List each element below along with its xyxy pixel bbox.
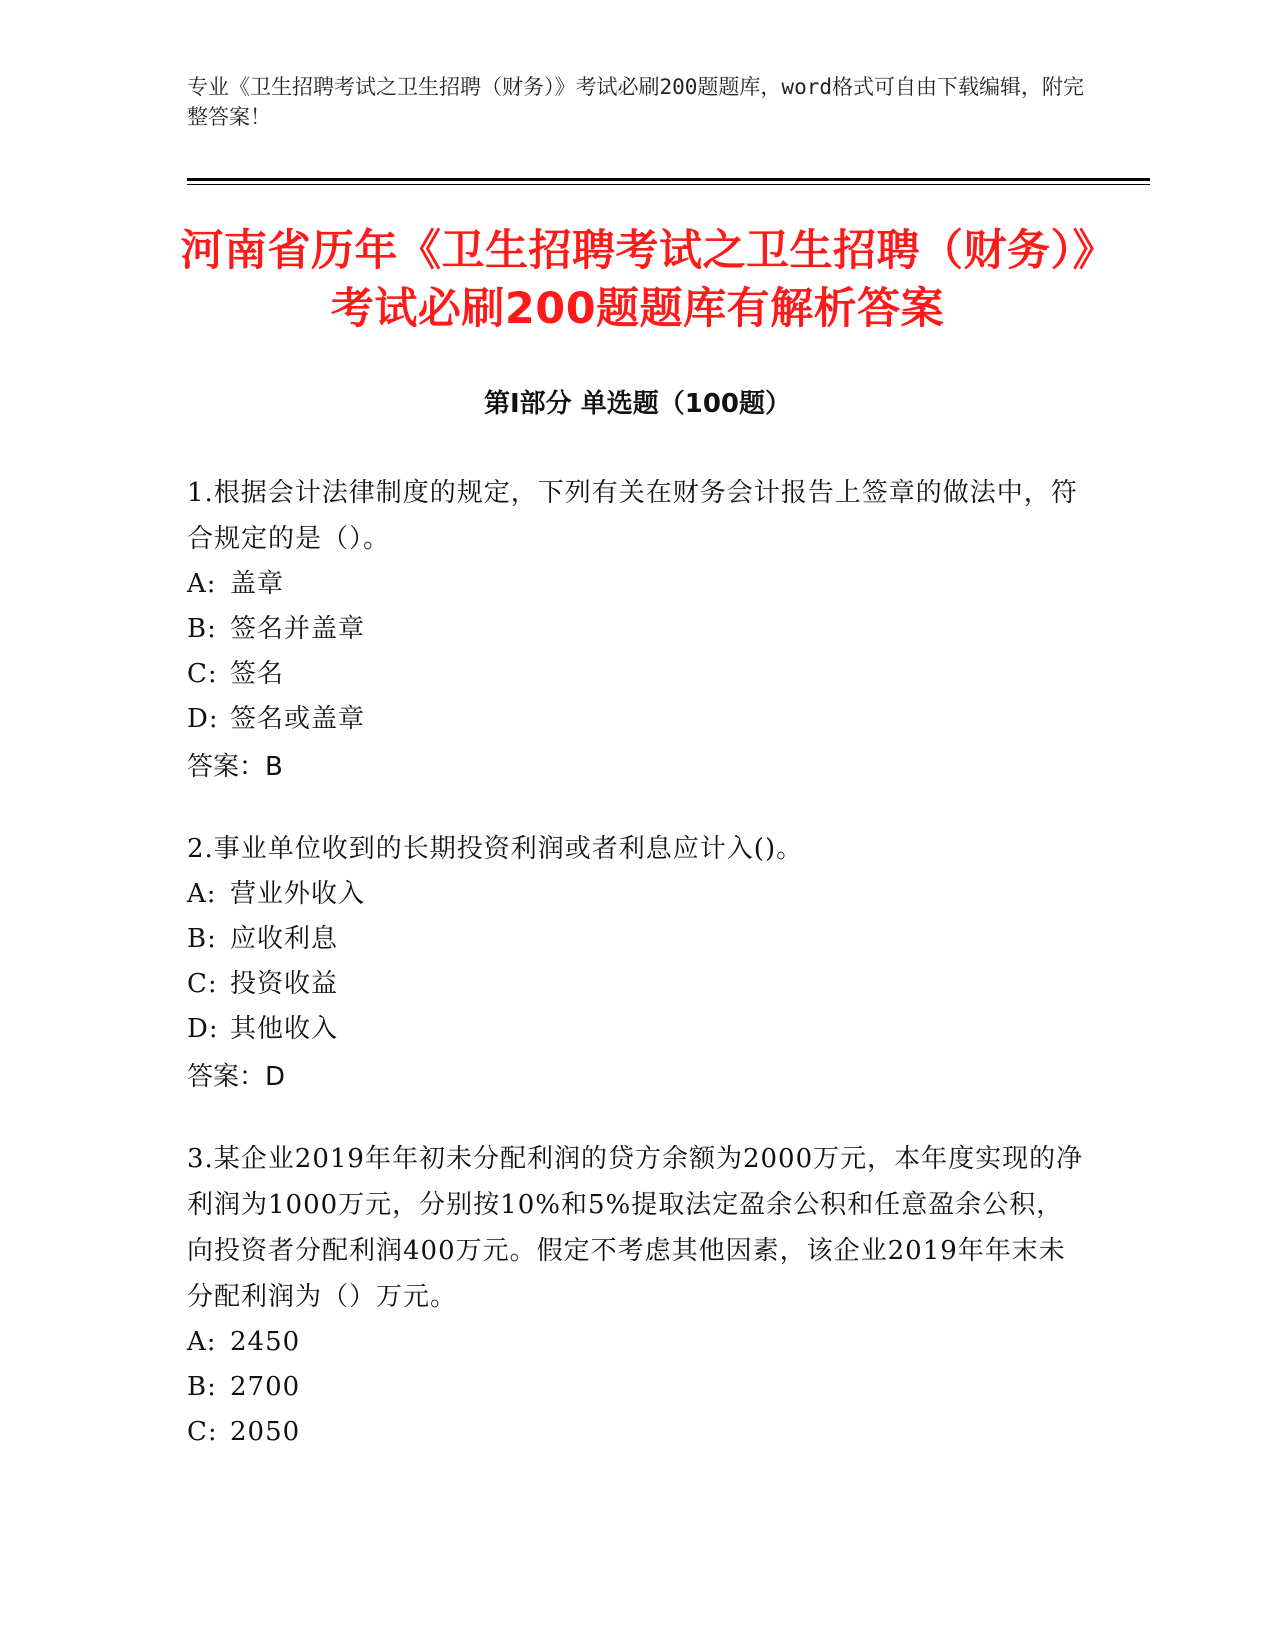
option-key: C: [187, 969, 218, 999]
option-key: B: [187, 1372, 217, 1402]
header-note: 专业《卫生招聘考试之卫生招聘（财务）》考试必刷200题题库，word格式可自由下载编辑，附完整答案！ [187, 75, 1084, 129]
option-c [187, 652, 1087, 697]
option-key: D: [187, 704, 219, 734]
option-text: 签名 [230, 659, 285, 689]
option-a [187, 562, 1087, 607]
option-c [187, 962, 1087, 1007]
answer-line: 答案：B [187, 752, 283, 782]
document-title: 河南省历年《卫生招聘考试之卫生招聘（财务）》考试必刷200题题库有解析答案 [180, 226, 1095, 334]
option-text: 其他收入 [230, 1014, 339, 1044]
option-text: 盖章 [230, 569, 285, 599]
answer-line: 答案：D [187, 1062, 286, 1092]
option-a [187, 872, 1087, 917]
option-b [187, 1365, 1087, 1410]
option-text: 签名并盖章 [230, 614, 366, 644]
option-text: 2700 [230, 1372, 301, 1402]
option-d [187, 1007, 1087, 1052]
option-key: C: [187, 659, 218, 689]
option-b [187, 607, 1087, 652]
option-key: B: [187, 924, 217, 954]
option-key: B: [187, 614, 217, 644]
header-rule-thin [187, 184, 1150, 185]
question-list [187, 470, 1087, 1491]
option-text: 2450 [230, 1327, 301, 1357]
option-a [187, 1320, 1087, 1365]
option-key: A: [187, 1327, 217, 1357]
question-1 [187, 470, 1087, 790]
option-d [187, 697, 1087, 742]
option-key: D: [187, 1014, 219, 1044]
question-stem: 3.某企业2019年年初未分配利润的贷方余额为2000万元，本年度实现的净利润为1000万元，分别按10%和5%提取法定盈余公积和任意盈余公积，向投资者分配利润400万元。假定不考虑其他因素，该企业2019年年末未分配利润为（）万元。 [187, 1144, 1084, 1312]
option-key: A: [187, 879, 217, 909]
option-text: 2050 [230, 1417, 301, 1447]
question-3 [187, 1136, 1087, 1455]
option-b [187, 917, 1087, 962]
option-text: 应收利息 [230, 924, 339, 954]
option-key: C: [187, 1417, 218, 1447]
option-text: 签名或盖章 [230, 704, 366, 734]
question-stem: 1.根据会计法律制度的规定，下列有关在财务会计报告上签章的做法中，符合规定的是（）。 [187, 478, 1078, 554]
header-rule-thick [187, 178, 1150, 181]
question-2 [187, 826, 1087, 1100]
question-stem: 2.事业单位收到的长期投资利润或者利息应计入()。 [187, 834, 804, 864]
option-text: 营业外收入 [230, 879, 366, 909]
section-heading: 第Ⅰ部分 单选题（100题） [484, 389, 791, 419]
option-key: A: [187, 569, 217, 599]
option-c [187, 1410, 1087, 1455]
option-text: 投资收益 [230, 969, 339, 999]
